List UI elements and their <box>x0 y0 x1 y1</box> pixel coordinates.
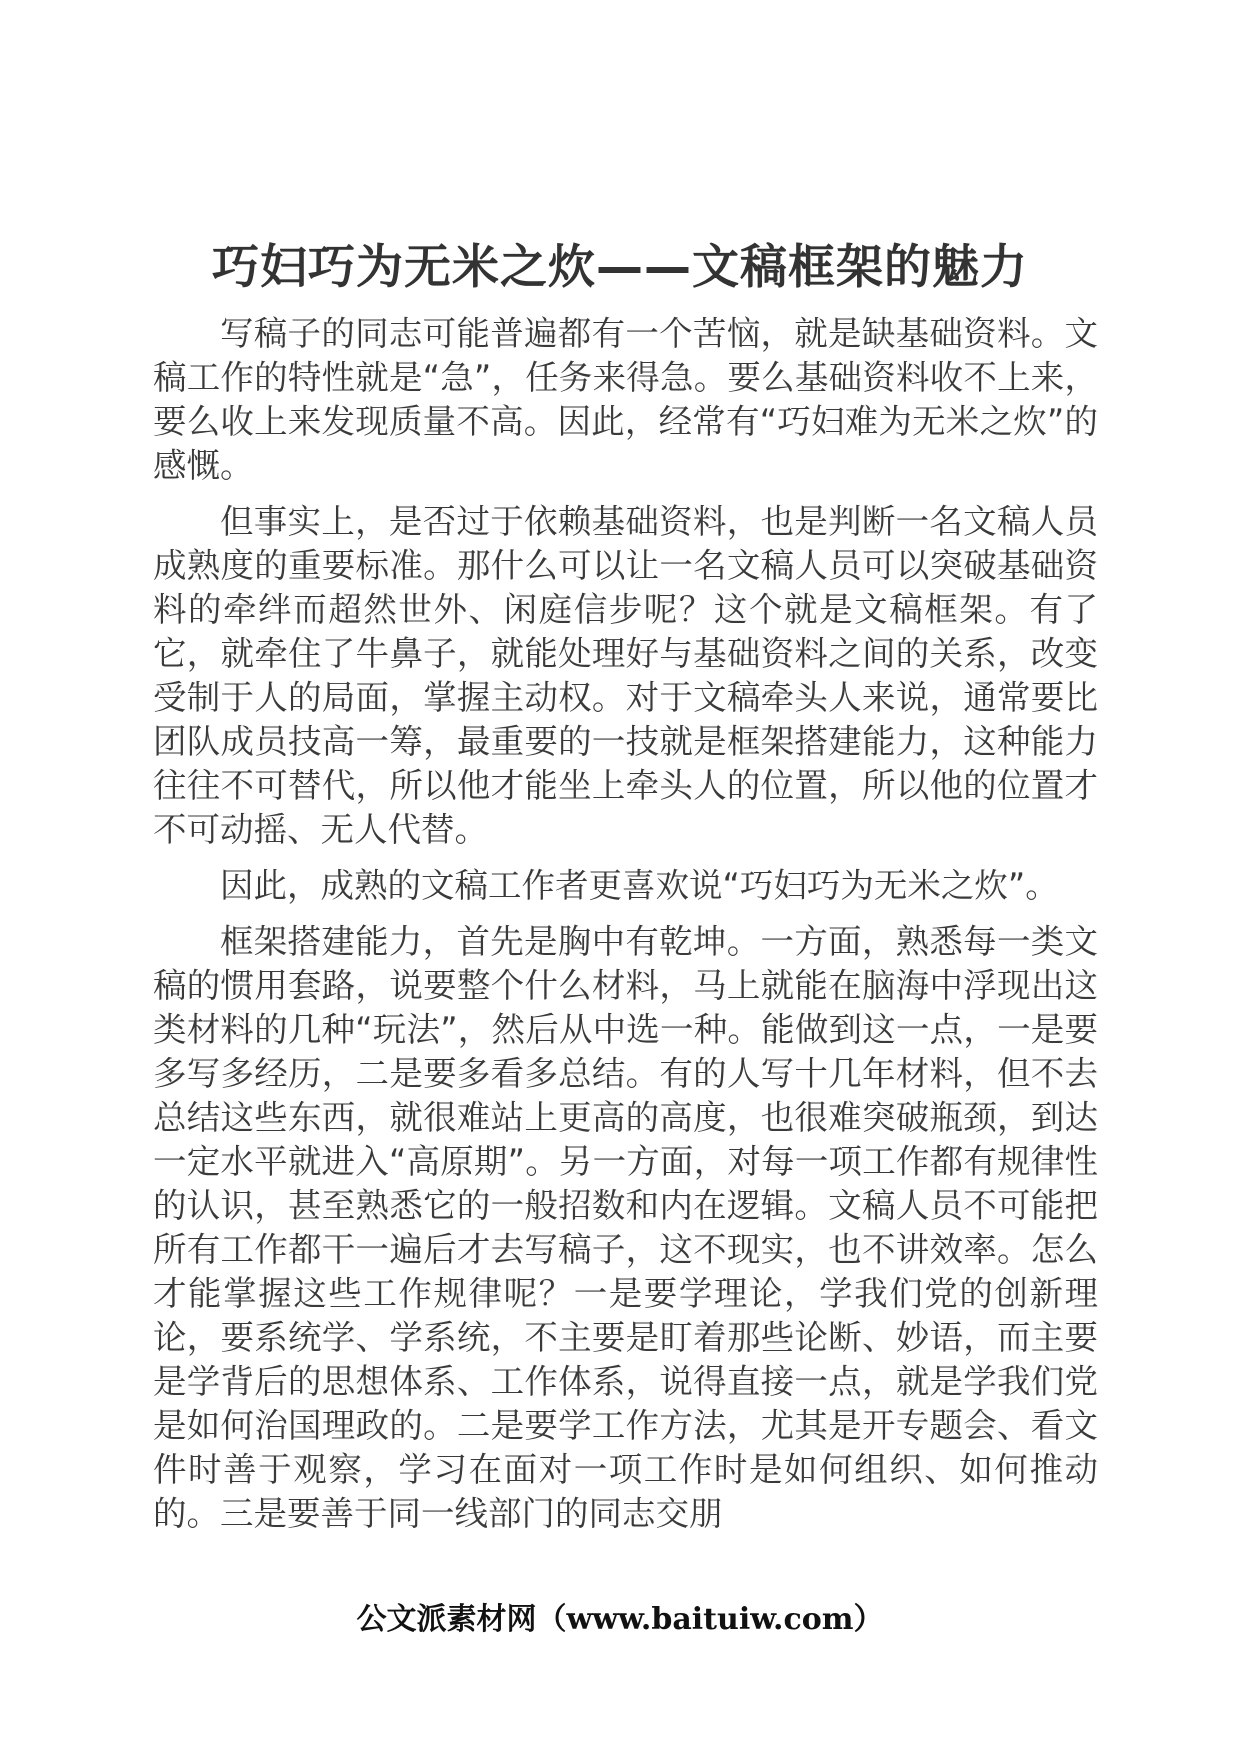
paragraph-2: 但事实上，是否过于依赖基础资料，也是判断一名文稿人员成熟度的重要标准。那什么可以让一名文稿人员可以突破基础资料的牵绊而超然世外、闲庭信步呢？这个就是文稿框架。有了它，就牵住了牛鼻子，就能处理好与基础资料之间的关系，改变受制于人的局面，掌握主动权。对于文稿牵头人来说，通常要比团队成员技高一筹，最重要的一技就是框架搭建能力，这种能力往往不可替代，所以他才能坐上牵头人的位置，所以他的位置才不可动摇、无人代替。 <box>153 502 1098 849</box>
article-body <box>153 312 1098 1548</box>
paragraph-4: 框架搭建能力，首先是胸中有乾坤。一方面，熟悉每一类文稿的惯用套路，说要整个什么材料，马上就能在脑海中浮现出这类材料的几种“玩法”，然后从中选一种。能做到这一点，一是要多写多经历，二是要多看多总结。有的人写十几年材料，但不去总结这些东西，就很难站上更高的高度，也很难突破瓶颈，到达一定水平就进入“高原期”。另一方面，对每一项工作都有规律性的认识，甚至熟悉它的一般招数和内在逻辑。文稿人员不可能把所有工作都干一遍后才去写稿子，这不现实，也不讲效率。怎么才能掌握这些工作规律呢？一是要学理论，学我们党的创新理论，要系统学、学系统，不主要是盯着那些论断、妙语，而主要是学背后的思想体系、工作体系，说得直接一点，就是学我们党是如何治国理政的。二是要学工作方法，尤其是开专题会、看文件时善于观察，学习在面对一项工作时是如何组织、如何推动的。三是要善于同一线部门的同志交朋 <box>153 922 1098 1533</box>
page-title: 巧妇巧为无米之炊——文稿框架的魅力 <box>212 240 1028 295</box>
footer-source: 公文派素材网（www.baituiw.com） <box>356 1602 884 1637</box>
paragraph-3: 因此，成熟的文稿工作者更喜欢说“巧妇巧为无米之炊”。 <box>220 866 1059 905</box>
paragraph-1: 写稿子的同志可能普遍都有一个苦恼，就是缺基础资料。文稿工作的特性就是“急”，任务来得急。要么基础资料收不上来，要么收上来发现质量不高。因此，经常有“巧妇难为无米之炊”的感慨。 <box>153 314 1098 485</box>
